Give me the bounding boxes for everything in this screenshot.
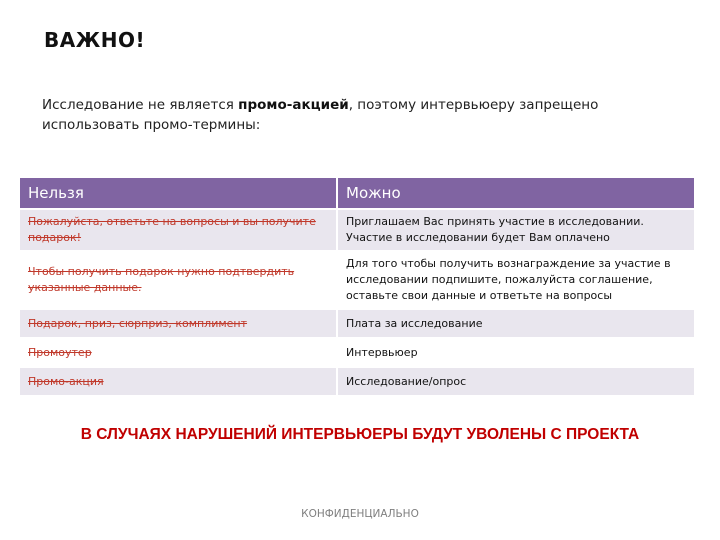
header-forbidden: Нельзя — [20, 178, 336, 208]
header-allowed: Можно — [336, 178, 694, 208]
table-row — [20, 337, 694, 366]
allowed-cell: Плата за исследование — [336, 308, 694, 337]
allowed-cell: Для того чтобы получить вознаграждение за участие в исследовании подпишите, пожалуйста соглашение, оставьте свои данные и ответьте на вопросы — [336, 250, 694, 308]
forbidden-cell: Промо-акция — [20, 366, 336, 395]
forbidden-cell: Пожалуйста, ответьте на вопросы и вы получите подарок! — [20, 208, 336, 250]
warning-banner: В СЛУЧАЯХ НАРУШЕНИЙ ИНТЕРВЬЮЕРЫ БУДУТ УВОЛЕНЫ С ПРОЕКТА — [80, 426, 640, 443]
forbidden-cell: Чтобы получить подарок нужно подтвердить указанные данные. — [20, 250, 336, 308]
table-row — [20, 366, 694, 395]
allowed-cell: Приглашаем Вас принять участие в исследовании. Участие в исследовании будет Вам оплачено — [336, 208, 694, 250]
allowed-cell: Исследование/опрос — [336, 366, 694, 395]
intro-text-end: , поэтому интервьюеру запрещено использовать промо-термины: — [42, 97, 599, 133]
table-row — [20, 208, 694, 250]
page-title: ВАЖНО! — [44, 28, 146, 52]
confidential-footer: КОНФИДЕНЦИАЛЬНО — [301, 508, 419, 520]
allowed-cell: Интервьюер — [336, 337, 694, 366]
intro-text-start: Исследование не является — [42, 97, 239, 113]
terms-table — [20, 178, 694, 395]
forbidden-cell: Подарок, приз, сюрприз, комплимент — [20, 308, 336, 337]
table-row — [20, 250, 694, 308]
intro-paragraph — [42, 95, 682, 135]
forbidden-cell: Промоутер — [20, 337, 336, 366]
table-header-row — [20, 178, 694, 208]
intro-emphasis: промо-акцией — [238, 97, 349, 113]
table-row — [20, 308, 694, 337]
